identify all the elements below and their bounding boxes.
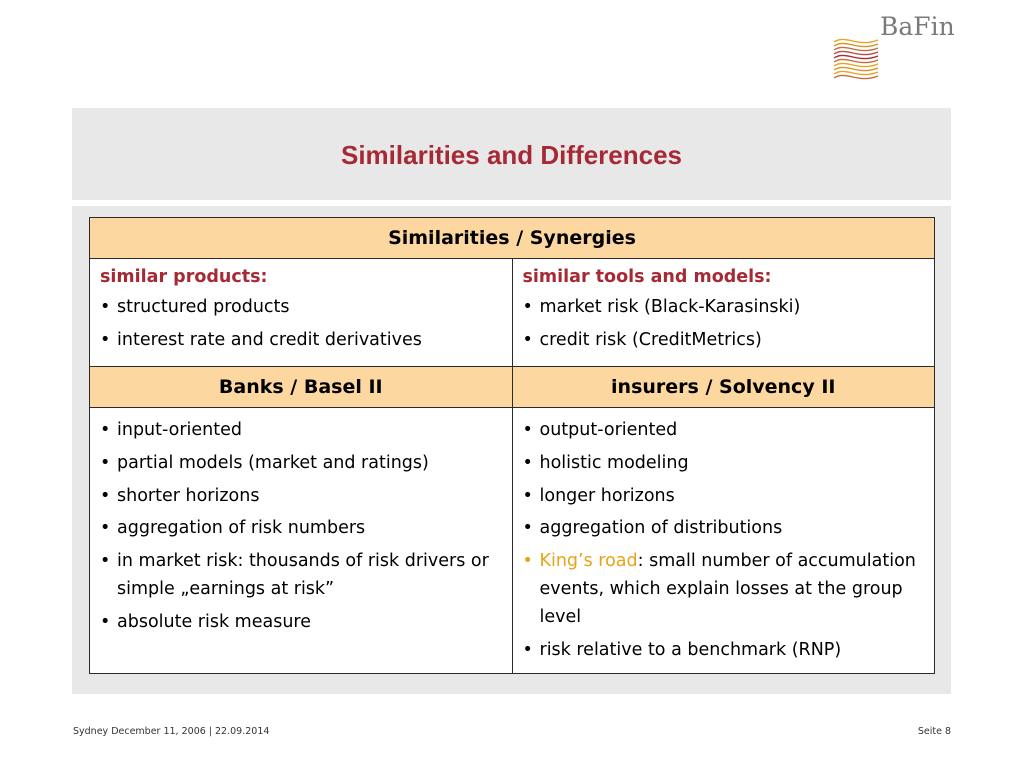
title-bar	[72, 108, 951, 200]
list-item: • structured products	[100, 293, 502, 321]
table-row	[90, 408, 935, 674]
header-insurers: insurers / Solvency II	[512, 367, 935, 408]
list-item: • longer horizons	[523, 482, 925, 510]
footer-page-number: Seite 8	[917, 726, 951, 737]
list-item: • absolute risk measure	[100, 608, 502, 636]
list-item: • input-oriented	[100, 416, 502, 444]
list-item-kings-road	[523, 547, 925, 631]
table-row	[90, 218, 935, 259]
cell-insurers	[512, 408, 935, 674]
page-title: Similarities and Differences	[340, 140, 683, 170]
cell-banks	[90, 408, 513, 674]
list	[100, 416, 502, 636]
list-item: • shorter horizons	[100, 482, 502, 510]
footer-date: Sydney December 11, 2006 | 22.09.2014	[73, 726, 270, 737]
cell-similar-tools	[512, 259, 935, 367]
list	[523, 293, 925, 354]
subtitle-similar-products: similar products:	[100, 267, 268, 287]
comparison-table	[89, 217, 935, 674]
kings-road-text: : small number of accumulation events, which explain losses at the group level	[539, 551, 916, 628]
list	[523, 416, 925, 664]
list-item: • credit risk (CreditMetrics)	[523, 326, 925, 354]
header-similarities: Similarities / Synergies	[90, 218, 935, 259]
list	[100, 293, 502, 354]
cell-similar-products	[90, 259, 513, 367]
list-item: • risk relative to a benchmark (RNP)	[523, 636, 925, 664]
list-item: • partial models (market and ratings)	[100, 449, 502, 477]
list-item: • in market risk: thousands of risk drivers or simple „earnings at risk”	[100, 547, 502, 603]
kings-road-highlight: King’s road	[539, 551, 638, 572]
table-row	[90, 367, 935, 408]
list-item: • aggregation of risk numbers	[100, 514, 502, 542]
list-item: • aggregation of distributions	[523, 514, 925, 542]
list-item: • market risk (Black-Karasinski)	[523, 293, 925, 321]
subtitle-similar-tools: similar tools and models:	[522, 267, 772, 287]
bafin-logo-text: BaFin	[880, 12, 955, 41]
list-item: • holistic modeling	[523, 449, 925, 477]
list-item: • interest rate and credit derivatives	[100, 326, 502, 354]
header-banks: Banks / Basel II	[90, 367, 513, 408]
table-row	[90, 259, 935, 367]
list-item: • output-oriented	[523, 416, 925, 444]
